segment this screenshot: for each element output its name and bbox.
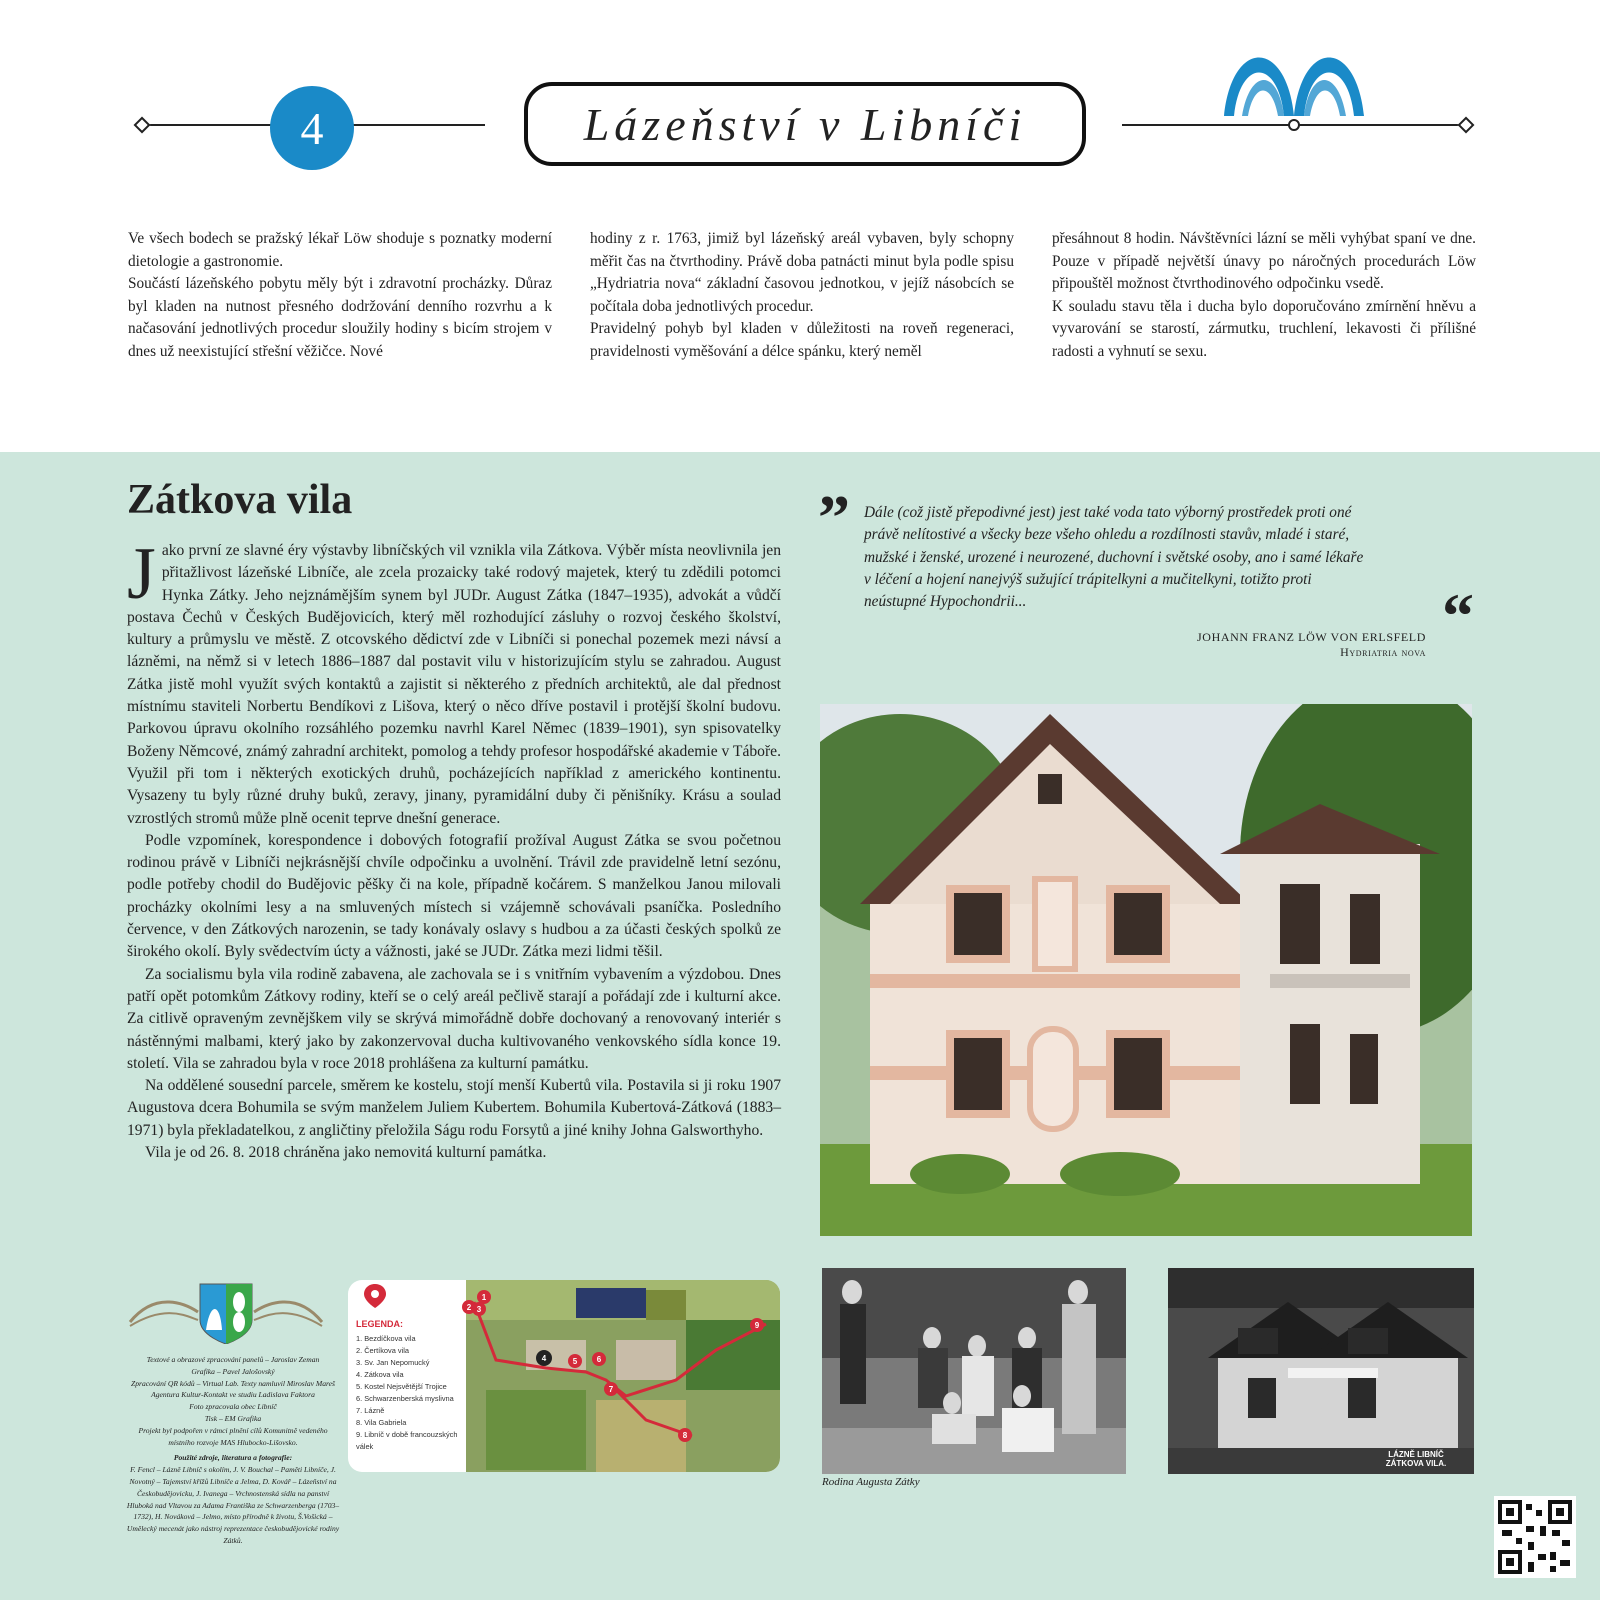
intro-column-3 <box>1052 228 1476 363</box>
credits-line: Foto zpracovala obec Libníč <box>189 1402 277 1412</box>
article-paragraph <box>127 533 781 830</box>
quote-attribution <box>1100 630 1426 660</box>
map-aerial <box>466 1280 780 1472</box>
map-marker[interactable]: 2 <box>462 1300 476 1314</box>
credits-line: Textové a obrazové zpracování panelů – Jaroslav Zeman <box>146 1355 320 1364</box>
intro-column-3-paragraph: K souladu stavu těla i ducha bylo doporučováno zmírnění hněvu a vyvarování se starostí, zármutku, truchlení, lekavosti či přílišné radosti a vyhnutí se sexu. <box>1052 297 1476 360</box>
header-ornament-left <box>134 117 151 134</box>
municipal-crest <box>126 1282 326 1344</box>
fountain-logo-icon <box>1222 28 1366 120</box>
credits-line: Agentura Kultur-Kontakt ve studiu Ladislava Faktora <box>151 1390 315 1400</box>
map-marker[interactable]: 3 <box>472 1302 486 1316</box>
panel-title: Lázeňství v Libníči <box>583 98 1027 150</box>
map-legend-item: 7. Lázně <box>356 1406 385 1415</box>
map-marker[interactable]: 7 <box>604 1382 618 1396</box>
map-marker[interactable]: 6 <box>592 1352 606 1366</box>
credits-sources: F. Fencl – Lázně Libníč s okolím, J. V. Bouchal – Paměti Libníče, J. Novotný – Tajemství křížů Libníče a Jelma, D. Kovář – Lázeňství na Českobudějovicku, J. Ivanega – Vrchnostenská sídla na panství Hluboká nad Vltavou za Adama Františka ze Schwarzenberga (1703–1732), H. Nováková – Jelmo, místo přírodně k životu, Š.Vošická – Umělecký mecenát jako nástroj reprezentace českobudějovické rodiny Zátků. <box>126 1465 340 1545</box>
quote-open-icon: ” <box>818 482 850 553</box>
quote-author: JOHANN FRANZ LÖW VON ERLSFELD <box>1197 630 1426 644</box>
qr-code-icon <box>1494 1496 1576 1578</box>
article-paragraph: Na oddělené sousední parcele, směrem ke kostelu, stojí menší Kubertů vila. Postavila si ji roku 1907 Augustova dcera Bohumila se svým manželem Juliem Kubertem. Bohumila Kubertová-Zátková (1883–1971) byla překladatelkou, z angličtiny přeložila Ságu rodu Forsytů a jiné knihy Johna Galsworthyho. <box>127 1077 781 1139</box>
article-paragraph: Podle vzpomínek, korespondence i dobových fotografií prožíval August Zátka se svou početnou rodinou právě v Libníči nejkrásnější chvíle odpočinku a uvolnění. Trávil zde pravidelně letní sezónu, podle potřeby chodil do Budějovic pěšky či na kole, případně kočárem. S manželkou Janou milovali procházky okolními lesy a na smluvených místech si vzájemně schovávali psaníčka. Posledního července, v den Zátkových narozenin, se tady konávaly oslavy s hudbou a za účasti českých spolků ze širokého okolí. Byly svědectvím úcty a vážnosti, jaké se JUDr. Zátka mezi lidmi těšil. <box>127 831 781 961</box>
article-paragraph: Za socialismu byla vila rodině zabavena, ale zachovala se i s vnitřním vybavením a výzdobou. Dnes patří opět potomkům Zátkovy rodiny, kteří se o celý areál pečlivě starají a pořádají zde i kulturní akce. Za citlivě opraveným zevnějškem vily se skrývá mimořádně dobře dochovaný a renovovaný interiér s nástěnnými malbami, který jako by zakonzervoval ducha kultivovaného venkovského sídla konce 19. století. Vila se zahradou byla v roce 2018 prohlášena za kulturní památku. <box>127 965 781 1072</box>
map-legend-item: 3. Sv. Jan Nepomucký <box>356 1358 430 1367</box>
quote-source: Hydriatria nova <box>1340 645 1426 659</box>
map-marker[interactable]: 5 <box>568 1354 582 1368</box>
panel-title-frame <box>524 82 1086 166</box>
villa-photo-image <box>820 704 1472 1236</box>
panel-number: 4 <box>300 102 324 154</box>
intro-column-3-paragraph: přesáhnout 8 hodin. Návštěvníci lázní se měli vyhýbat spaní ve dne. Pouze v případě největší únavy po náročných procedurách Löw připouštěl možnost čtvrthodinového odpočinku vsedě. <box>1052 230 1476 292</box>
map-legend-item: 5. Kostel Nejsvětější Trojice <box>356 1382 447 1391</box>
intro-column-2-paragraph: hodiny z r. 1763, jimiž byl lázeňský areál vybaven, byly schopny měřit čas na čtvrthodiny. Právě doba patnácti minut byla podle spisu „Hydriatria nova“ základní časovou jednotkou, v jejíž násobcích se počítala doba jednotlivých procedur. <box>590 230 1014 315</box>
family-photo-image <box>822 1268 1126 1474</box>
article-first-text: ako první ze slavné éry výstavby libníčských vil vznikla vila Zátkova. Výběr místa neovlivnila jen přitažlivost lázeňské Libníče, ale zcela prozaicky také rodový majetek, který tu zdědili potomci Hynka Zátky. Jeho nejznámějším synem byl JUDr. August Zátka (1847–1935), advokát a vůdčí postava Čechů v Českých Budějovicích, který měl rozhodující zásluhy o rozvoj českého školství, kultury a průmyslu ve městě. Z otcovského dědictví zde v Libníči si ponechal pozemek mezi návsí a lázněmi, na němž si v letech 1886–1887 dal postavit vilu v historizujícím stylu se zahradou. August Zátka jistě mohl využít svých kontaktů a zajistit si některého z předních architektů, ale dal přednost místnímu staviteli Norbertu Bendíkovi z Lišova, který o něco dříve postavil i protější školní budovu. Parkovou úpravu okolního rozsáhlého pozemku navrhl Karel Němec (1839–1901), syn spisovatelky Boženy Němcové, známý zahradní architekt, pomolog a tehdy profesor hospodářské akademie v Táboře. Využil při tom i některých exotických druhů, pocházejících například z amerického kontinentu. Vysazeny tu byly různé druhy buků, zeravy, jinany, pyramidální duby či pěnišníky. Krásu a soulad vzrostlých stromů může plně ocenit teprve dnešní generace. <box>127 542 781 827</box>
panel-number-badge <box>270 86 354 170</box>
map-marker[interactable]: 4 <box>536 1350 552 1366</box>
quote-text: Dále (což jistě přepodivné jest) jest také voda tato výborný prostředek proti oné právě nelítostivé a všecky beze všeho ohledu a rozdílnosti stavův, mladé i staré, mužské i ženské, urozené i neurozené, duchovní i světské osoby, ano i samé lékaře v léčení a hojení nanejvýš sužující trápitelkyni a mučitelkyni, totižto proti neústupné Hypochondrii... <box>864 504 1364 611</box>
map-legend-item: 1. Bezdíčkova vila <box>356 1334 416 1343</box>
family-photo <box>822 1268 1126 1474</box>
credits-line: Grafika – Pavel Jalošovský <box>191 1366 275 1376</box>
intro-column-1 <box>128 228 552 363</box>
map-legend-title: LEGENDA: <box>356 1319 403 1329</box>
postcard-photo-image <box>1168 1268 1474 1474</box>
map-marker[interactable]: 9 <box>750 1318 764 1332</box>
map-legend-item: 8. Vila Gabriela <box>356 1418 407 1427</box>
intro-column-2-paragraph: Pravidelný pohyb byl kladen v důležitosti na roveň regeneraci, pravidelnosti vyměšování a délce spánku, který neměl <box>590 320 1014 360</box>
header-ornament-center <box>1288 119 1300 131</box>
credits <box>126 1354 340 1547</box>
quote-close-icon: “ <box>1442 580 1474 651</box>
credits-line: Zpracování QR kódů – Virtual Lab. Texty namluvil Miroslav Mareš <box>130 1378 336 1388</box>
family-photo-caption: Rodina Augusta Zátky <box>822 1476 920 1488</box>
intro-column-1-paragraph: Součástí lázeňského pobytu měly být i zdravotní procházky. Důraz byl kladen na nutnost přesného dodržování denního rozvrhu a k načasování jednotlivých procedur sloužily hodiny s bicím strojem v dnes už neexistující střešní věžičce. Nové <box>128 275 552 360</box>
article-body <box>127 533 781 1164</box>
map-legend <box>356 1318 458 1453</box>
credits-sources-title: Použité zdroje, literatura a fotografie: <box>173 1453 293 1463</box>
intro-column-2 <box>590 228 1014 363</box>
map-legend-item: 2. Čertíkova vila <box>356 1346 409 1355</box>
map-marker[interactable]: 1 <box>477 1290 491 1304</box>
map-marker[interactable]: 8 <box>678 1428 692 1442</box>
villa-photo <box>820 704 1472 1236</box>
credits-line: Tisk – EM Grafika <box>204 1413 262 1423</box>
postcard-caption: LÁZNĚ LIBNÍČ ZÁTKOVA VILA. <box>1385 1450 1447 1468</box>
postcard-photo <box>1168 1268 1474 1474</box>
map-panel <box>348 1280 780 1472</box>
intro-column-1-paragraph: Ve všech bodech se pražský lékař Löw shoduje s poznatky moderní dietologie a gastronomie. <box>128 230 552 270</box>
qr-code[interactable] <box>1494 1496 1576 1578</box>
credits-line: Projekt byl podpořen v rámci plnění cílů Komunitně vedeného místního rozvoje MAS Hlubocko-Lišovsko. <box>138 1425 328 1447</box>
article-paragraph: Vila je od 26. 8. 2018 chráněna jako nemovitá kulturní památka. <box>145 1144 547 1162</box>
header-ornament-right <box>1458 117 1475 134</box>
map-legend-item: 4. Zátkova vila <box>356 1370 404 1379</box>
map-pin-icon <box>348 1280 468 1310</box>
map-legend-item: 9. Libníč v době francouzských válek <box>356 1430 458 1451</box>
article-heading: Zátkova vila <box>127 477 353 523</box>
map-legend-item: 6. Schwarzenberská myslivna <box>356 1394 454 1403</box>
dropcap: J <box>127 533 156 615</box>
